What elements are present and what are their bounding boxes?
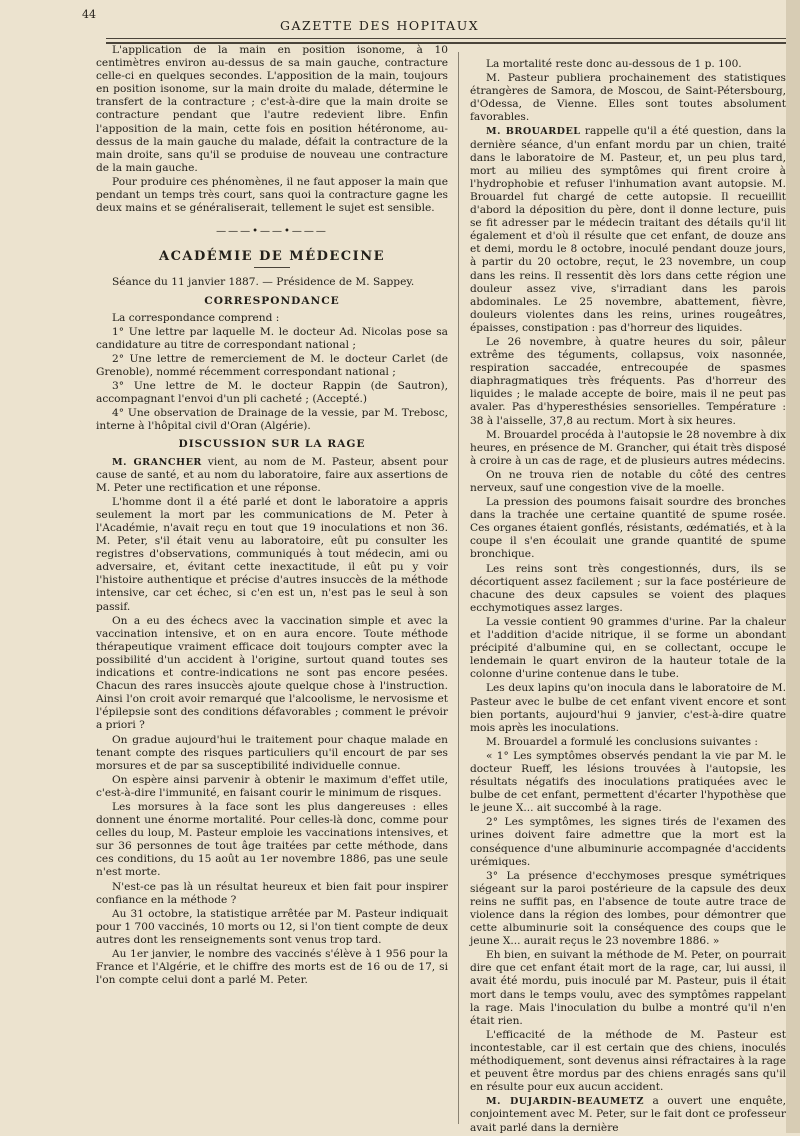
right-column xyxy=(470,58,786,1136)
paragraph: Eh bien, en suivant la méthode de M. Peter, on pourrait dire que cet enfant était mort de la rage, car, lui aussi, il avait été mordu, puis inoculé par M. Pasteur, puis il était mort dans le temps voulu, avec des symptômes rappelant la rage. Mais l'inoculation du bulbe a montré qu'il n'en était rien. xyxy=(470,949,786,1027)
paragraph: Au 31 octobre, la statistique arrêtée par M. Pasteur indiquait pour 1 700 vaccinés, 10 morts ou 12, si l'on tient compte de deux autres dont les renseignements sont venus trop tard. xyxy=(96,907,448,946)
paragraph: On gradue aujourd'hui le traitement pour chaque malade en tenant compte des risques particuliers qu'il encourt de par ses morsures et de par sa susceptibilité individuelle connue. xyxy=(96,733,448,772)
paragraph xyxy=(470,1095,786,1134)
column-divider xyxy=(458,52,459,1124)
short-rule xyxy=(254,267,290,268)
paragraph: On espère ainsi parvenir à obtenir le maximum d'effet utile, c'est-à-dire l'immunité, en faisant courir le minimum de risques. xyxy=(96,773,448,799)
paragraph: « 1° Les symptômes observés pendant la vie par M. le docteur Rueff, les lésions trouvées à l'autopsie, les résultats négatifs des inoculations pratiquées avec le bulbe de cet enfant, permettent d'écarter l'hypothèse que le jeune X... ait succombé à la rage. xyxy=(470,749,786,815)
left-column xyxy=(96,44,448,988)
speaker-name: M. BROUARDEL xyxy=(486,126,581,138)
section-heading-academy: ACADÉMIE DE MÉDECINE xyxy=(158,249,385,265)
header-rule xyxy=(106,38,790,39)
paragraph: La vessie contient 90 grammes d'urine. Par la chaleur et l'addition d'acide nitrique, il se forme un abondant précipité d'albumine qui, en se collectant, occupe le lendemain le quart environ de la hauteur totale de la colonne d'urine contenue dans le tube. xyxy=(470,615,786,681)
paragraph: On a eu des échecs avec la vaccination simple et avec la vaccination intensive, et on en aura encore. Toute méthode thérapeutique vraiment efficace doit toujours compter avec la possibilité d'un accident à l'origine, surtout quand toutes ses indications et contre-indications ne sont pas encore pesées. Chacun des rares insuccès ajoute quelque chose à l'instruction. Ainsi l'on croit avoir remarqué que l'alcoolisme, le nervosisme et l'épilepsie sont des conditions défavorables ; comment le prévoir a priori ? xyxy=(96,614,448,732)
speaker-name: M. DUJARDIN-BEAUMETZ xyxy=(486,1096,644,1108)
list-item: 2° Une lettre de remerciement de M. le docteur Carlet (de Grenoble), nommé récemment correspondant national ; xyxy=(96,352,448,378)
paragraph: Au 1er janvier, le nombre des vaccinés s'élève à 1 956 pour la France et l'Algérie, et le chiffre des morts est de 16 ou de 17, si l'on compte celui dont a parlé M. Peter. xyxy=(96,948,448,987)
paragraph: La mortalité reste donc au-dessous de 1 p. 100. xyxy=(486,58,742,70)
speaker-text: a ouvert une enquête, conjointement avec M. Peter, sur le fait dont ce professeur avait parlé dans la dernière xyxy=(470,1095,786,1134)
paragraph: On ne trouva rien de notable du côté des centres nerveux, sauf une congestion vive de la moelle. xyxy=(470,468,786,494)
list-item: 3° Une lettre de M. le docteur Rappin (de Sautron), accompagnant l'envoi d'un pli cacheté ; (Accepté.) xyxy=(96,380,448,406)
paragraph: L'application de la main en position isonome, à 10 centimètres environ au-dessus de sa main gauche, contracture celle-ci en quelques secondes. L'apposition de la main, toujours en position isonome, sur la main droite du malade, détermine le transfert de la contracture ; c'est-à-dire que la main droite se contracture pendant que l'autre redevient libre. Enfin l'apposition de la main, cette fois en position hétéronome, au-dessus de la main gauche du malade, défait la contracture de la main droite, sans qu'il se produise de nouveau une contracture de la main gauche. xyxy=(96,44,448,174)
speaker-name: M. GRANCHER xyxy=(112,456,202,468)
page-number: 44 xyxy=(82,8,96,21)
paragraph: Pour produire ces phénomènes, il ne faut apposer la main que pendant un temps très court, sans quoi la contracture gagne les deux mains et se généraliserait, tellement le sujet est sensible. xyxy=(96,175,448,215)
section-heading-discussion: DISCUSSION SUR LA RAGE xyxy=(178,438,366,451)
paragraph xyxy=(470,125,786,335)
paragraph: Les deux lapins qu'on inocula dans le laboratoire de M. Pasteur avec le bulbe de cet enfant vivent encore et sont bien portants, aujourd'hui 9 janvier, c'est-à-dire quatre mois après les inoculations. xyxy=(470,682,786,734)
paragraph: M. Brouardel a formulé les conclusions suivantes : xyxy=(486,735,758,748)
paragraph: L'homme dont il a été parlé et dont le laboratoire a appris seulement la mort par les communications de M. Peter à l'Académie, n'avait reçu en tout que 19 inoculations et non 36. M. Peter, s'il était venu au laboratoire, eût pu consulter les registres d'observations, communiqués à tout médecin, ami ou adversaire, et, évitant cette inexactitude, il eût pu y voir l'histoire authentique et précise d'autres insuccès de la méthode intensive, car cet échec, si c'en est un, n'est pas le seul à son passif. xyxy=(96,495,448,613)
paragraph: M. Pasteur publiera prochainement des statistiques étrangères de Samora, de Moscou, de Saint-Pétersbourg, d'Odessa, de Vienne. Elles sont toutes absolument favorables. xyxy=(470,72,786,124)
paragraph xyxy=(96,456,448,495)
paragraph: Le 26 novembre, à quatre heures du soir, pâleur extrême des téguments, collapsus, voix nasonnée, respiration saccadée, entrecoupée de spasmes diaphragmatiques très fréquents. Pas d'horreur des liquides ; le malade accepte de boire, mais il ne peut pas avaler. Pas d'hyperesthésies sensorielles. Température : 38 à l'aisselle, 37,8 au rectum. Mort à six heures. xyxy=(470,335,786,427)
session-line: Séance du 11 janvier 1887. — Présidence de M. Sappey. xyxy=(112,276,415,289)
paragraph: La correspondance comprend : xyxy=(112,311,280,324)
paragraph: 3° La présence d'ecchymoses presque symétriques siégeant sur la paroi postérieure de la capsule des deux reins ne suffit pas, en l'absence de toute autre trace de violence dans la région des lombes, pour démontrer que cette albuminurie soit la conséquence des coups que le jeune X... aurait reçus le 23 novembre 1886. » xyxy=(470,869,786,948)
paragraph: 2° Les symptômes, les signes tirés de l'examen des urines doivent faire admettre que la mort est la conséquence d'une albuminurie accompagnée d'accidents urémiques. xyxy=(470,816,786,868)
list-item: 4° Une observation de Drainage de la vessie, par M. Trebosc, interne à l'hôpital civil d'Oran (Algérie). xyxy=(96,407,448,433)
paragraph: La pression des poumons faisait sourdre des bronches dans la trachée une certaine quantité de spume rosée. Ces organes étaient gonflés, résistants, œdématiés, et à la coupe il s'en écoulait une grande quantité de spume bronchique. xyxy=(470,496,786,561)
list-item: 1° Une lettre par laquelle M. le docteur Ad. Nicolas pose sa candidature au titre de correspondant national ; xyxy=(96,325,448,351)
running-title: GAZETTE DES HOPITAUX xyxy=(280,18,480,33)
section-separator: ———•——•——— xyxy=(216,226,328,238)
page-edge xyxy=(786,0,800,1133)
speaker-text: vient, au nom de M. Pasteur, absent pour cause de santé, et au nom du laboratoire, faire aux assertions de M. Peter une rectification et une réponse. xyxy=(96,455,448,494)
section-heading-correspondance: CORRESPONDANCE xyxy=(204,294,340,307)
paragraph: N'est-ce pas là un résultat heureux et bien fait pour inspirer confiance en la méthode ? xyxy=(96,880,448,906)
paragraph: L'efficacité de la méthode de M. Pasteur est incontestable, car il est certain que des chiens, inoculés méthodiquement, sont devenus ainsi réfractaires à la rage et peuvent être mordus par des chiens enragés sans qu'il en résulte pour eux aucun accident. xyxy=(470,1028,786,1094)
paragraph: Les reins sont très congestionnés, durs, ils se décortiquent assez facilement ; sur la face postérieure de chacune des deux capsules se voient des plaques ecchymotiques assez larges. xyxy=(470,562,786,614)
paragraph: Les morsures à la face sont les plus dangereuses : elles donnent une énorme mortalité. Pour celles-là donc, comme pour celles du loup, M. Pasteur emploie les vaccinations intensives, et sur 36 personnes de tout âge traitées par cette méthode, dans ces conditions, du 15 août au 1er novembre 1886, pas une seule n'est morte. xyxy=(96,800,448,879)
paragraph: M. Brouardel procéda à l'autopsie le 28 novembre à dix heures, en présence de M. Grancher, qui était très disposé à croire à un cas de rage, et de plusieurs autres médecins. xyxy=(470,428,786,467)
speaker-text: rappelle qu'il a été question, dans la dernière séance, d'un enfant mordu par un chien, traité dans le laboratoire de M. Pasteur, et, un peu plus tard, mort au milieu des symptômes qui firent croire à l'hydrophobie et refuser l'inhumation avant autopsie. M. Brouardel fut chargé de cette autopsie. Il recueillit d'abord la déposition du père, dont il donne lecture, puis se fit adresser par le médecin traitant des détails qu'il lit également et d'où il résulte que cet enfant, de douze ans et demi, mordu le 8 octobre, inoculé pendant douze jours, à partir du 20 octobre, reçut, le 23 novembre, un coup dans les reins. Il ressentit dès lors dans cette région une douleur assez vive, s'irradiant dans les parois abdominales. Le 25 novembre, abattement, fièvre, douleurs violentes dans les reins, urines rougeâtres, épaisses, constipation : pas d'horreur des liquides. xyxy=(470,125,787,334)
